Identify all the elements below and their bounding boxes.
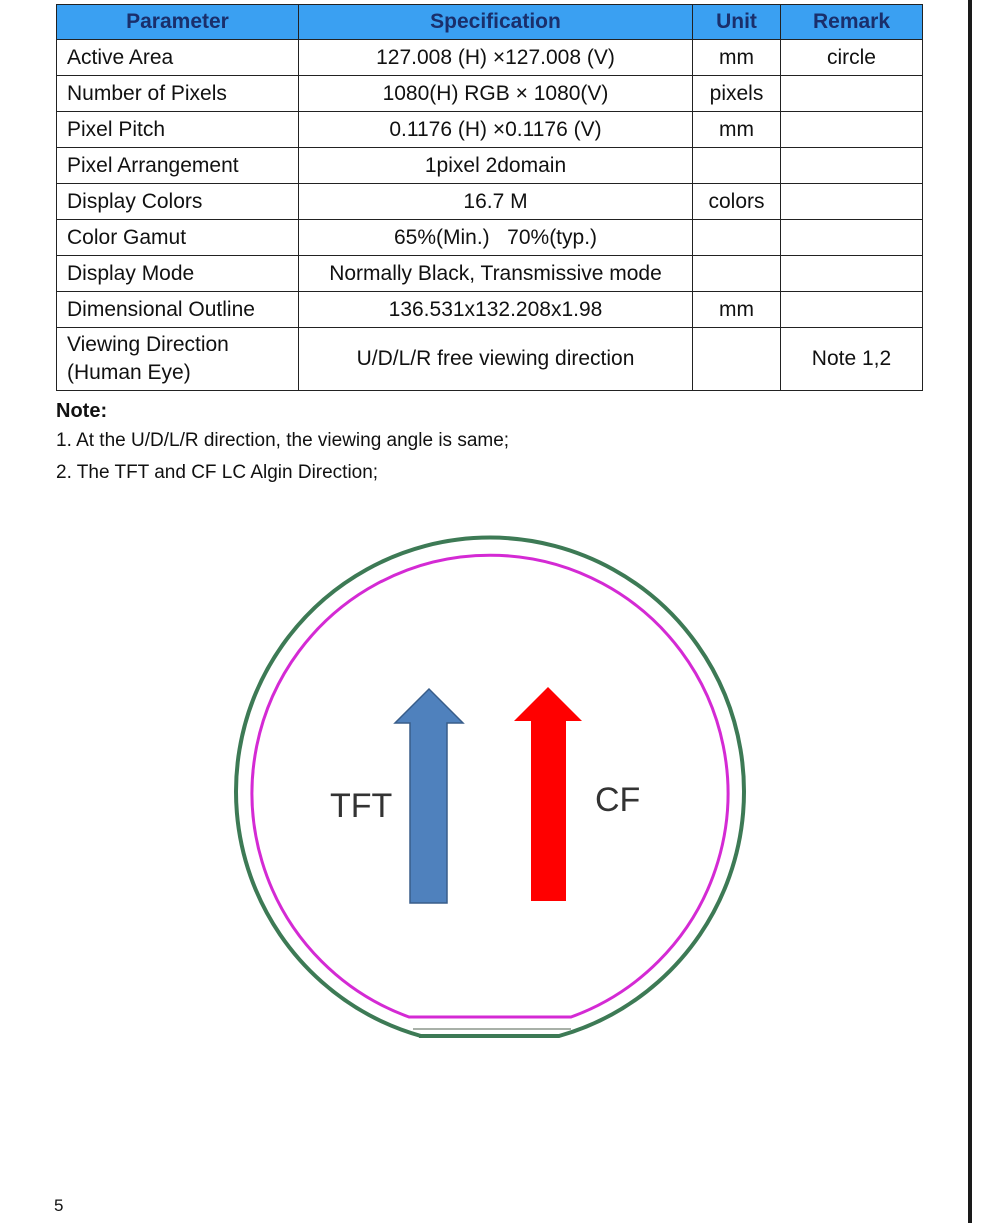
parameter-cell: Active Area: [57, 40, 299, 76]
remark-cell: [781, 220, 923, 256]
unit-cell: mm: [693, 292, 781, 328]
spec-table: [56, 4, 923, 391]
panel-outline: [236, 538, 744, 1036]
remark-cell: Note 1,2: [781, 328, 923, 391]
cf-arrow: [514, 687, 582, 901]
page-edge: [968, 0, 972, 1223]
specification-cell: 0.1176 (H) ×0.1176 (V): [299, 112, 693, 148]
specification-cell: 1080(H) RGB × 1080(V): [299, 76, 693, 112]
unit-cell: [693, 220, 781, 256]
parameter-cell: Number of Pixels: [57, 76, 299, 112]
active-area-outline: [252, 555, 728, 1017]
specification-cell: 1pixel 2domain: [299, 148, 693, 184]
remark-cell: [781, 184, 923, 220]
parameter-cell: Pixel Arrangement: [57, 148, 299, 184]
unit-cell: colors: [693, 184, 781, 220]
specification-cell: 16.7 M: [299, 184, 693, 220]
remark-cell: [781, 76, 923, 112]
parameter-cell: Display Mode: [57, 256, 299, 292]
unit-cell: [693, 328, 781, 391]
header-parameter: Parameter: [57, 5, 299, 40]
unit-cell: [693, 256, 781, 292]
remark-cell: [781, 112, 923, 148]
table-row: [57, 148, 923, 184]
parameter-line-2: (Human Eye): [67, 361, 191, 384]
remark-cell: [781, 292, 923, 328]
specification-cell: 65%(Min.) 70%(typ.): [299, 220, 693, 256]
parameter-line-1: Viewing Direction: [67, 333, 229, 356]
parameter-cell: [57, 328, 299, 391]
specification-cell: Normally Black, Transmissive mode: [299, 256, 693, 292]
unit-cell: mm: [693, 112, 781, 148]
table-row: [57, 256, 923, 292]
cf-label: CF: [595, 781, 641, 819]
parameter-cell: Display Colors: [57, 184, 299, 220]
table-row: [57, 292, 923, 328]
table-row: [57, 112, 923, 148]
specification-cell: U/D/L/R free viewing direction: [299, 328, 693, 391]
page-number: 5: [54, 1196, 64, 1215]
table-row: [57, 40, 923, 76]
table-row: [57, 328, 923, 391]
table-header-row: [57, 5, 923, 40]
note-title: Note:: [56, 400, 108, 422]
unit-cell: pixels: [693, 76, 781, 112]
specification-cell: 127.008 (H) ×127.008 (V): [299, 40, 693, 76]
header-specification: Specification: [299, 5, 693, 40]
alignment-diagram: [225, 515, 755, 1055]
parameter-cell: Color Gamut: [57, 220, 299, 256]
remark-cell: circle: [781, 40, 923, 76]
table-row: [57, 184, 923, 220]
tft-label: TFT: [330, 787, 393, 825]
specification-cell: 136.531x132.208x1.98: [299, 292, 693, 328]
tft-arrow: [395, 689, 463, 903]
header-unit: Unit: [693, 5, 781, 40]
remark-cell: [781, 256, 923, 292]
header-remark: Remark: [781, 5, 923, 40]
remark-cell: [781, 148, 923, 184]
table-row: [57, 220, 923, 256]
note-item: 2. The TFT and CF LC Algin Direction;: [56, 462, 379, 483]
table-row: [57, 76, 923, 112]
parameter-cell: Dimensional Outline: [57, 292, 299, 328]
parameter-cell: Pixel Pitch: [57, 112, 299, 148]
note-item: 1. At the U/D/L/R direction, the viewing angle is same;: [56, 430, 510, 451]
unit-cell: mm: [693, 40, 781, 76]
unit-cell: [693, 148, 781, 184]
